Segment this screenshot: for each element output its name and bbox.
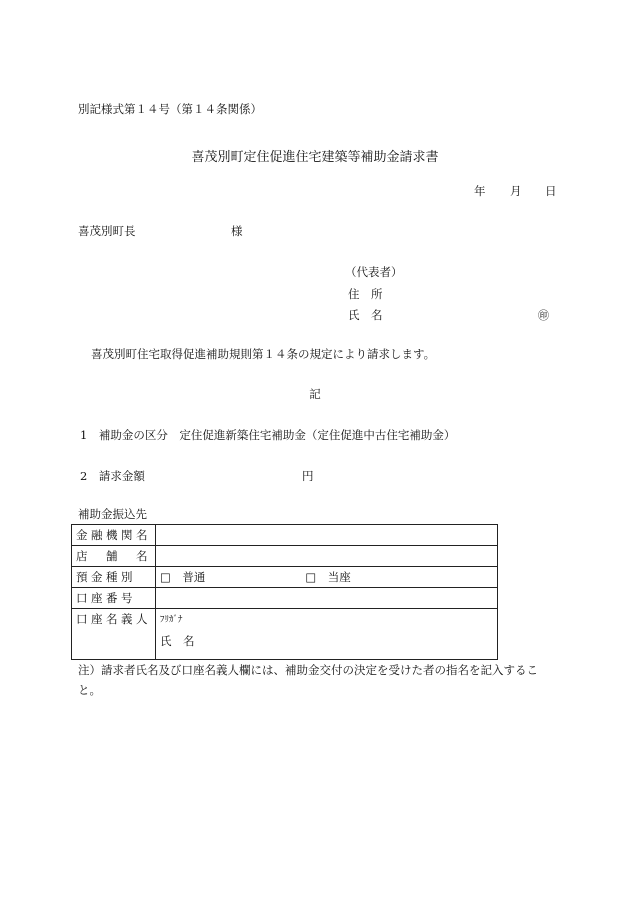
representative-label: （代表者） [345, 265, 403, 279]
table-row [72, 567, 498, 588]
account-number-label: 口座番号 [72, 588, 156, 609]
honorific: 様 [231, 224, 243, 238]
yen-unit: 円 [302, 469, 314, 483]
document-title: 喜茂別町定住促進住宅建築等補助金請求書 [191, 150, 439, 165]
subsidy-category-item: 1 補助金の区分 定住促進新築住宅補助金（定住促進中古住宅補助金） [80, 428, 456, 442]
date-day-label: 日 [545, 184, 557, 198]
transfer-heading: 補助金振込先 [78, 507, 147, 521]
recipient: 喜茂別町長 [78, 224, 136, 238]
table-row [72, 588, 498, 609]
date-month-label: 月 [510, 184, 522, 198]
table-row [72, 546, 498, 567]
deposit-option-ordinary[interactable]: □ 普通 [160, 570, 206, 584]
deposit-type-label: 預金種別 [72, 567, 156, 588]
holder-field[interactable] [156, 609, 498, 660]
footnote: 注）請求者氏名及び口座名義人欄には、補助金交付の決定を受けた者の指名を記入すること。 [78, 663, 538, 697]
form-number: 別記様式第１４号（第１４条関係） [78, 102, 262, 116]
furigana-label: ﾌﾘｶﾞﾅ [160, 615, 183, 625]
branch-field[interactable] [156, 546, 498, 567]
address-label: 住 所 [348, 287, 383, 301]
seal-mark: ㊞ [538, 309, 549, 322]
request-amount-item: 2 請求金額 [80, 469, 145, 483]
institution-field[interactable] [156, 525, 498, 546]
ki-heading: 記 [309, 387, 321, 401]
branch-label: 店 舗 名 [72, 546, 156, 567]
bank-transfer-table [71, 524, 498, 660]
request-statement: 喜茂別町住宅取得促進補助規則第１４条の規定により請求します。 [91, 347, 436, 361]
holder-label: 口座名義人 [72, 609, 156, 660]
deposit-type-field [156, 567, 498, 588]
account-number-field[interactable] [156, 588, 498, 609]
institution-label: 金融機関名 [72, 525, 156, 546]
holder-name-label: 氏 名 [160, 634, 195, 648]
deposit-option-checking[interactable]: □ 当座 [305, 570, 351, 584]
date-year-label: 年 [474, 184, 486, 198]
table-row [72, 609, 498, 660]
table-row [72, 525, 498, 546]
name-label: 氏 名 [348, 308, 383, 322]
